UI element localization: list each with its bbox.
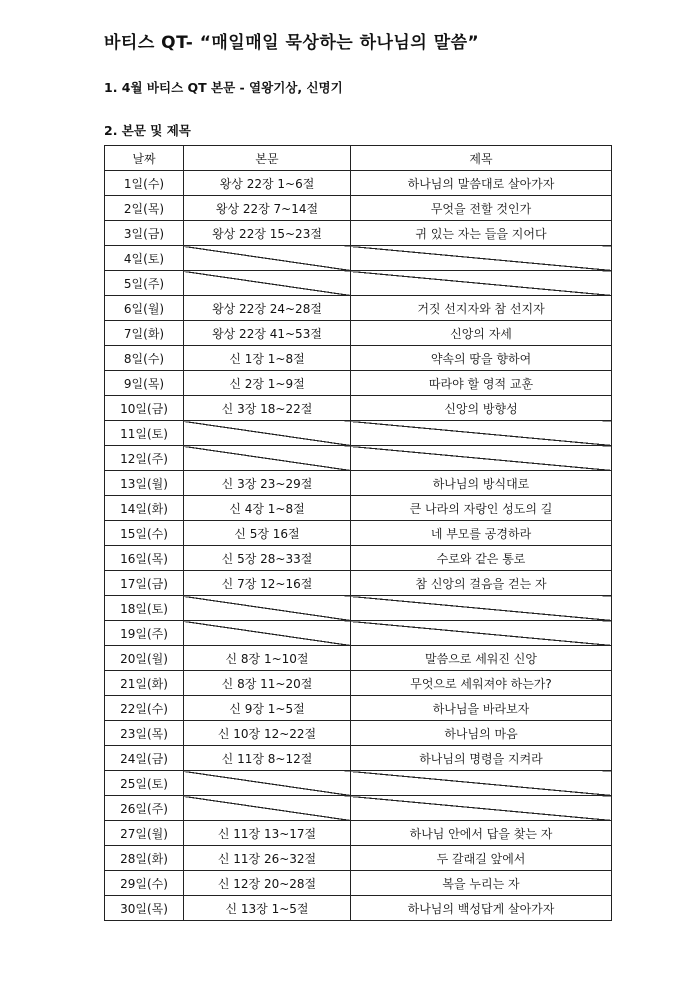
date-cell: 21일(화)	[105, 671, 184, 696]
date-cell: 27일(월)	[105, 821, 184, 846]
date-cell: 1일(수)	[105, 171, 184, 196]
table-row	[105, 846, 612, 871]
table-row	[105, 471, 612, 496]
table-row	[105, 496, 612, 521]
passage-cell: 왕상 22장 7~14절	[184, 196, 351, 221]
date-cell: 18일(토)	[105, 596, 184, 621]
title-cell: 복을 누리는 자	[351, 871, 612, 896]
title-cell: 참 신앙의 걸음을 걷는 자	[351, 571, 612, 596]
header-passage: 본문	[184, 146, 351, 171]
date-cell: 17일(금)	[105, 571, 184, 596]
date-cell: 20일(월)	[105, 646, 184, 671]
empty-passage-cell	[184, 771, 351, 796]
passage-cell: 신 11장 26~32절	[184, 846, 351, 871]
table-row	[105, 771, 612, 796]
table-row	[105, 721, 612, 746]
table-row	[105, 621, 612, 646]
empty-passage-cell	[184, 421, 351, 446]
date-cell: 7일(화)	[105, 321, 184, 346]
title-cell: 큰 나라의 자랑인 성도의 길	[351, 496, 612, 521]
date-cell: 30일(목)	[105, 896, 184, 921]
title-cell: 네 부모를 공경하라	[351, 521, 612, 546]
date-cell: 16일(목)	[105, 546, 184, 571]
header-title: 제목	[351, 146, 612, 171]
title-cell: 하나님의 방식대로	[351, 471, 612, 496]
empty-title-cell	[351, 271, 612, 296]
table-row	[105, 696, 612, 721]
empty-passage-cell	[184, 596, 351, 621]
table-row	[105, 321, 612, 346]
qt-schedule-table	[104, 145, 612, 921]
table-row	[105, 646, 612, 671]
table-row	[105, 446, 612, 471]
table-row	[105, 396, 612, 421]
passage-cell: 왕상 22장 41~53절	[184, 321, 351, 346]
empty-title-cell	[351, 796, 612, 821]
date-cell: 22일(수)	[105, 696, 184, 721]
passage-cell: 신 11장 13~17절	[184, 821, 351, 846]
title-cell: 거짓 선지자와 참 선지자	[351, 296, 612, 321]
title-cell: 무엇을 전할 것인가	[351, 196, 612, 221]
title-cell: 하나님을 바라보자	[351, 696, 612, 721]
table-row	[105, 596, 612, 621]
table-row	[105, 896, 612, 921]
date-cell: 6일(월)	[105, 296, 184, 321]
title-cell: 귀 있는 자는 들을 지어다	[351, 221, 612, 246]
date-cell: 24일(금)	[105, 746, 184, 771]
passage-cell: 신 11장 8~12절	[184, 746, 351, 771]
title-cell: 무엇으로 세워져야 하는가?	[351, 671, 612, 696]
passage-cell: 신 9장 1~5절	[184, 696, 351, 721]
table-row	[105, 821, 612, 846]
title-cell: 두 갈래길 앞에서	[351, 846, 612, 871]
passage-cell: 신 10장 12~22절	[184, 721, 351, 746]
passage-cell: 신 3장 23~29절	[184, 471, 351, 496]
date-cell: 14일(화)	[105, 496, 184, 521]
passage-cell: 신 4장 1~8절	[184, 496, 351, 521]
passage-cell: 신 12장 20~28절	[184, 871, 351, 896]
date-cell: 23일(목)	[105, 721, 184, 746]
section-heading-passages-and-titles: 2. 본문 및 제목	[104, 123, 191, 138]
title-cell: 하나님의 백성답게 살아가자	[351, 896, 612, 921]
title-cell: 수로와 같은 통로	[351, 546, 612, 571]
date-cell: 29일(수)	[105, 871, 184, 896]
empty-title-cell	[351, 621, 612, 646]
title-cell: 신앙의 자세	[351, 321, 612, 346]
passage-cell: 왕상 22장 15~23절	[184, 221, 351, 246]
date-cell: 15일(수)	[105, 521, 184, 546]
date-cell: 11일(토)	[105, 421, 184, 446]
date-cell: 3일(금)	[105, 221, 184, 246]
section-heading-passage-books: 1. 4월 바티스 QT 본문 - 열왕기상, 신명기	[104, 80, 343, 95]
empty-passage-cell	[184, 796, 351, 821]
title-cell: 하나님 안에서 답을 찾는 자	[351, 821, 612, 846]
date-cell: 8일(수)	[105, 346, 184, 371]
table-row	[105, 746, 612, 771]
table-header	[105, 146, 612, 171]
header-row	[105, 146, 612, 171]
date-cell: 25일(토)	[105, 771, 184, 796]
table-row	[105, 296, 612, 321]
table-row	[105, 546, 612, 571]
table-row	[105, 171, 612, 196]
passage-cell: 신 5장 16절	[184, 521, 351, 546]
date-cell: 28일(화)	[105, 846, 184, 871]
passage-cell: 신 5장 28~33절	[184, 546, 351, 571]
table-row	[105, 421, 612, 446]
empty-passage-cell	[184, 446, 351, 471]
table-row	[105, 221, 612, 246]
document-title: 바티스 QT- “매일매일 묵상하는 하나님의 말씀”	[104, 33, 480, 53]
title-cell: 따라야 할 영적 교훈	[351, 371, 612, 396]
date-cell: 2일(목)	[105, 196, 184, 221]
passage-cell: 왕상 22장 24~28절	[184, 296, 351, 321]
passage-cell: 왕상 22장 1~6절	[184, 171, 351, 196]
date-cell: 13일(월)	[105, 471, 184, 496]
table-row	[105, 346, 612, 371]
empty-title-cell	[351, 421, 612, 446]
table-row	[105, 521, 612, 546]
passage-cell: 신 2장 1~9절	[184, 371, 351, 396]
table-row	[105, 796, 612, 821]
title-cell: 말씀으로 세워진 신앙	[351, 646, 612, 671]
date-cell: 5일(주)	[105, 271, 184, 296]
empty-passage-cell	[184, 621, 351, 646]
passage-cell: 신 3장 18~22절	[184, 396, 351, 421]
table-body	[105, 171, 612, 921]
table-row	[105, 196, 612, 221]
header-date: 날짜	[105, 146, 184, 171]
passage-cell: 신 13장 1~5절	[184, 896, 351, 921]
passage-cell: 신 8장 11~20절	[184, 671, 351, 696]
table-row	[105, 871, 612, 896]
date-cell: 26일(주)	[105, 796, 184, 821]
title-cell: 신앙의 방향성	[351, 396, 612, 421]
empty-title-cell	[351, 446, 612, 471]
date-cell: 4일(토)	[105, 246, 184, 271]
table-row	[105, 271, 612, 296]
date-cell: 19일(주)	[105, 621, 184, 646]
table-row	[105, 671, 612, 696]
table-row	[105, 246, 612, 271]
empty-title-cell	[351, 771, 612, 796]
title-cell: 하나님의 말씀대로 살아가자	[351, 171, 612, 196]
empty-passage-cell	[184, 246, 351, 271]
date-cell: 12일(주)	[105, 446, 184, 471]
empty-title-cell	[351, 596, 612, 621]
passage-cell: 신 7장 12~16절	[184, 571, 351, 596]
table-row	[105, 571, 612, 596]
table-row	[105, 371, 612, 396]
title-cell: 하나님의 마음	[351, 721, 612, 746]
empty-title-cell	[351, 246, 612, 271]
title-cell: 하나님의 명령을 지켜라	[351, 746, 612, 771]
title-cell: 약속의 땅을 향하여	[351, 346, 612, 371]
date-cell: 10일(금)	[105, 396, 184, 421]
passage-cell: 신 8장 1~10절	[184, 646, 351, 671]
passage-cell: 신 1장 1~8절	[184, 346, 351, 371]
date-cell: 9일(목)	[105, 371, 184, 396]
empty-passage-cell	[184, 271, 351, 296]
